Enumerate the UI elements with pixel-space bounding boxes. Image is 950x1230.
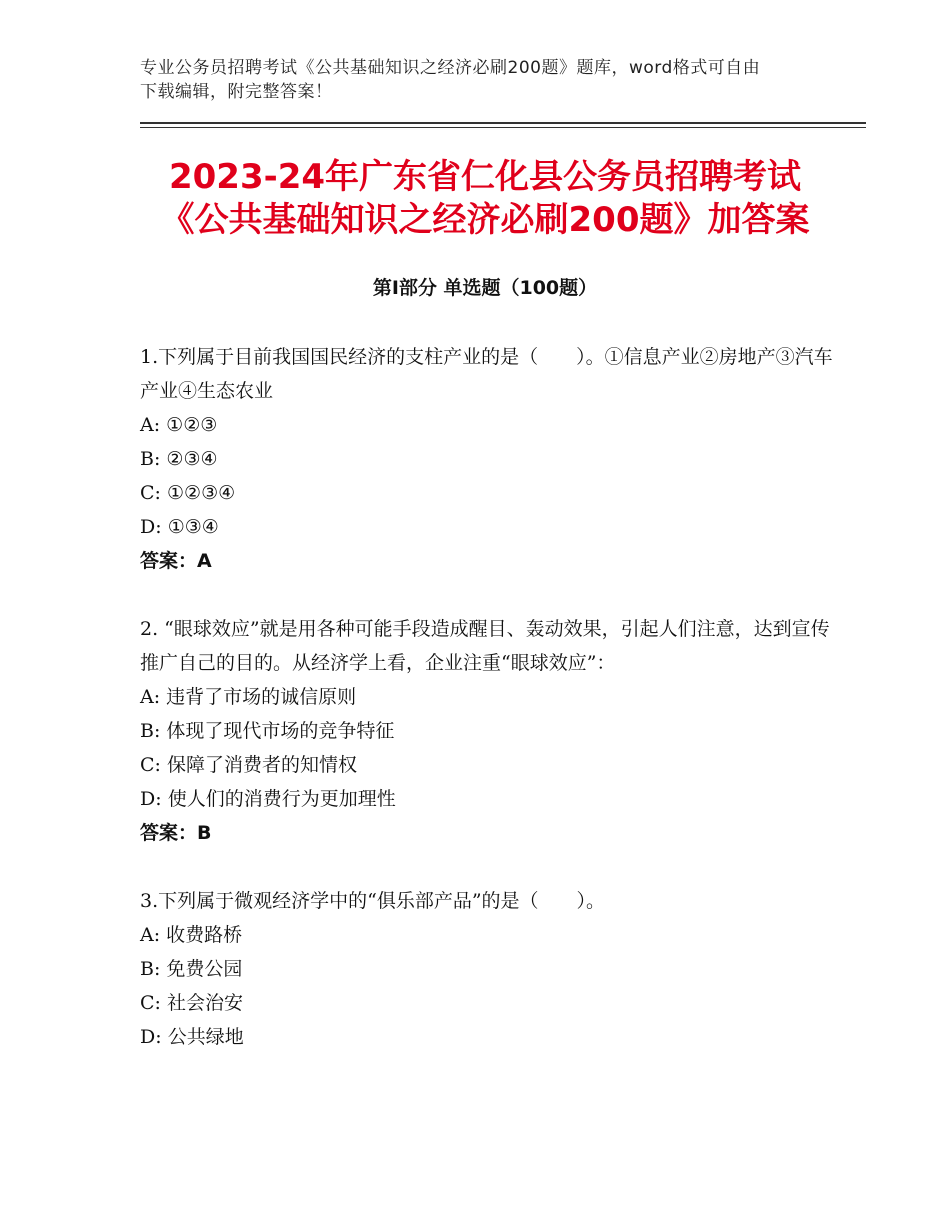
question-3: [140, 884, 840, 1054]
question-stem: 3.下列属于微观经济学中的“俱乐部产品”的是（ ）。: [140, 890, 606, 912]
option-letter: A:: [140, 924, 161, 946]
question-stem: 2. “眼球效应”就是用各种可能手段造成醒目、轰动效果，引起人们注意，达到宣传推广自己的目的。从经济学上看，企业注重“眼球效应”：: [140, 618, 830, 674]
option-c: [140, 476, 840, 510]
option-letter: D:: [140, 1026, 162, 1048]
header-divider-thin: [140, 127, 866, 128]
option-letter: B:: [140, 958, 161, 980]
option-a: [140, 408, 840, 442]
answer-label: 答案：: [140, 822, 198, 844]
option-letter: D:: [140, 516, 162, 538]
option-text: 体现了现代市场的竞争特征: [166, 720, 395, 742]
answer-line: [140, 816, 840, 850]
option-c: [140, 986, 840, 1020]
option-b: [140, 714, 840, 748]
option-d: [140, 782, 840, 816]
header-divider-thick: [140, 122, 866, 124]
option-a: [140, 680, 840, 714]
answer-value: A: [197, 550, 212, 572]
option-letter: C:: [140, 482, 161, 504]
option-text: 公共绿地: [167, 1026, 244, 1048]
question-list: [140, 340, 840, 1054]
option-c: [140, 748, 840, 782]
section-title: 第Ⅰ部分 单选题（100题）: [372, 277, 598, 299]
answer-label: 答案：: [140, 550, 198, 572]
option-d: [140, 510, 840, 544]
option-text: 社会治安: [167, 992, 244, 1014]
option-text: 使人们的消费行为更加理性: [167, 788, 396, 810]
option-letter: A:: [140, 686, 161, 708]
header-note: 专业公务员招聘考试《公共基础知识之经济必刷200题》题库，word格式可自由 下载编辑，附完整答案！: [140, 58, 761, 102]
document-title-line-1: 2023-24年广东省仁化县公务员招聘考试: [168, 157, 802, 197]
document-title-line-2: 《公共基础知识之经济必刷200题》加答案: [160, 200, 810, 240]
option-text: 保障了消费者的知情权: [167, 754, 358, 776]
option-a: [140, 918, 840, 952]
answer-line: [140, 544, 840, 578]
option-text: ①②③: [166, 414, 218, 436]
option-letter: C:: [140, 992, 161, 1014]
option-text: ②③④: [166, 448, 218, 470]
option-text: 免费公园: [166, 958, 243, 980]
option-letter: B:: [140, 720, 161, 742]
option-letter: A:: [140, 414, 161, 436]
answer-value: B: [197, 822, 212, 844]
option-letter: D:: [140, 788, 162, 810]
option-text: 收费路桥: [166, 924, 243, 946]
document-title: [80, 156, 890, 242]
option-text: 违背了市场的诚信原则: [166, 686, 357, 708]
question-2: [140, 612, 840, 850]
option-d: [140, 1020, 840, 1054]
question-1: [140, 340, 840, 578]
option-text: ①②③④: [167, 482, 236, 504]
option-letter: B:: [140, 448, 161, 470]
option-b: [140, 442, 840, 476]
option-b: [140, 952, 840, 986]
question-stem: 1.下列属于目前我国国民经济的支柱产业的是（ ）。①信息产业②房地产③汽车产业④生态农业: [140, 346, 833, 402]
option-text: ①③④: [167, 516, 219, 538]
option-letter: C:: [140, 754, 161, 776]
